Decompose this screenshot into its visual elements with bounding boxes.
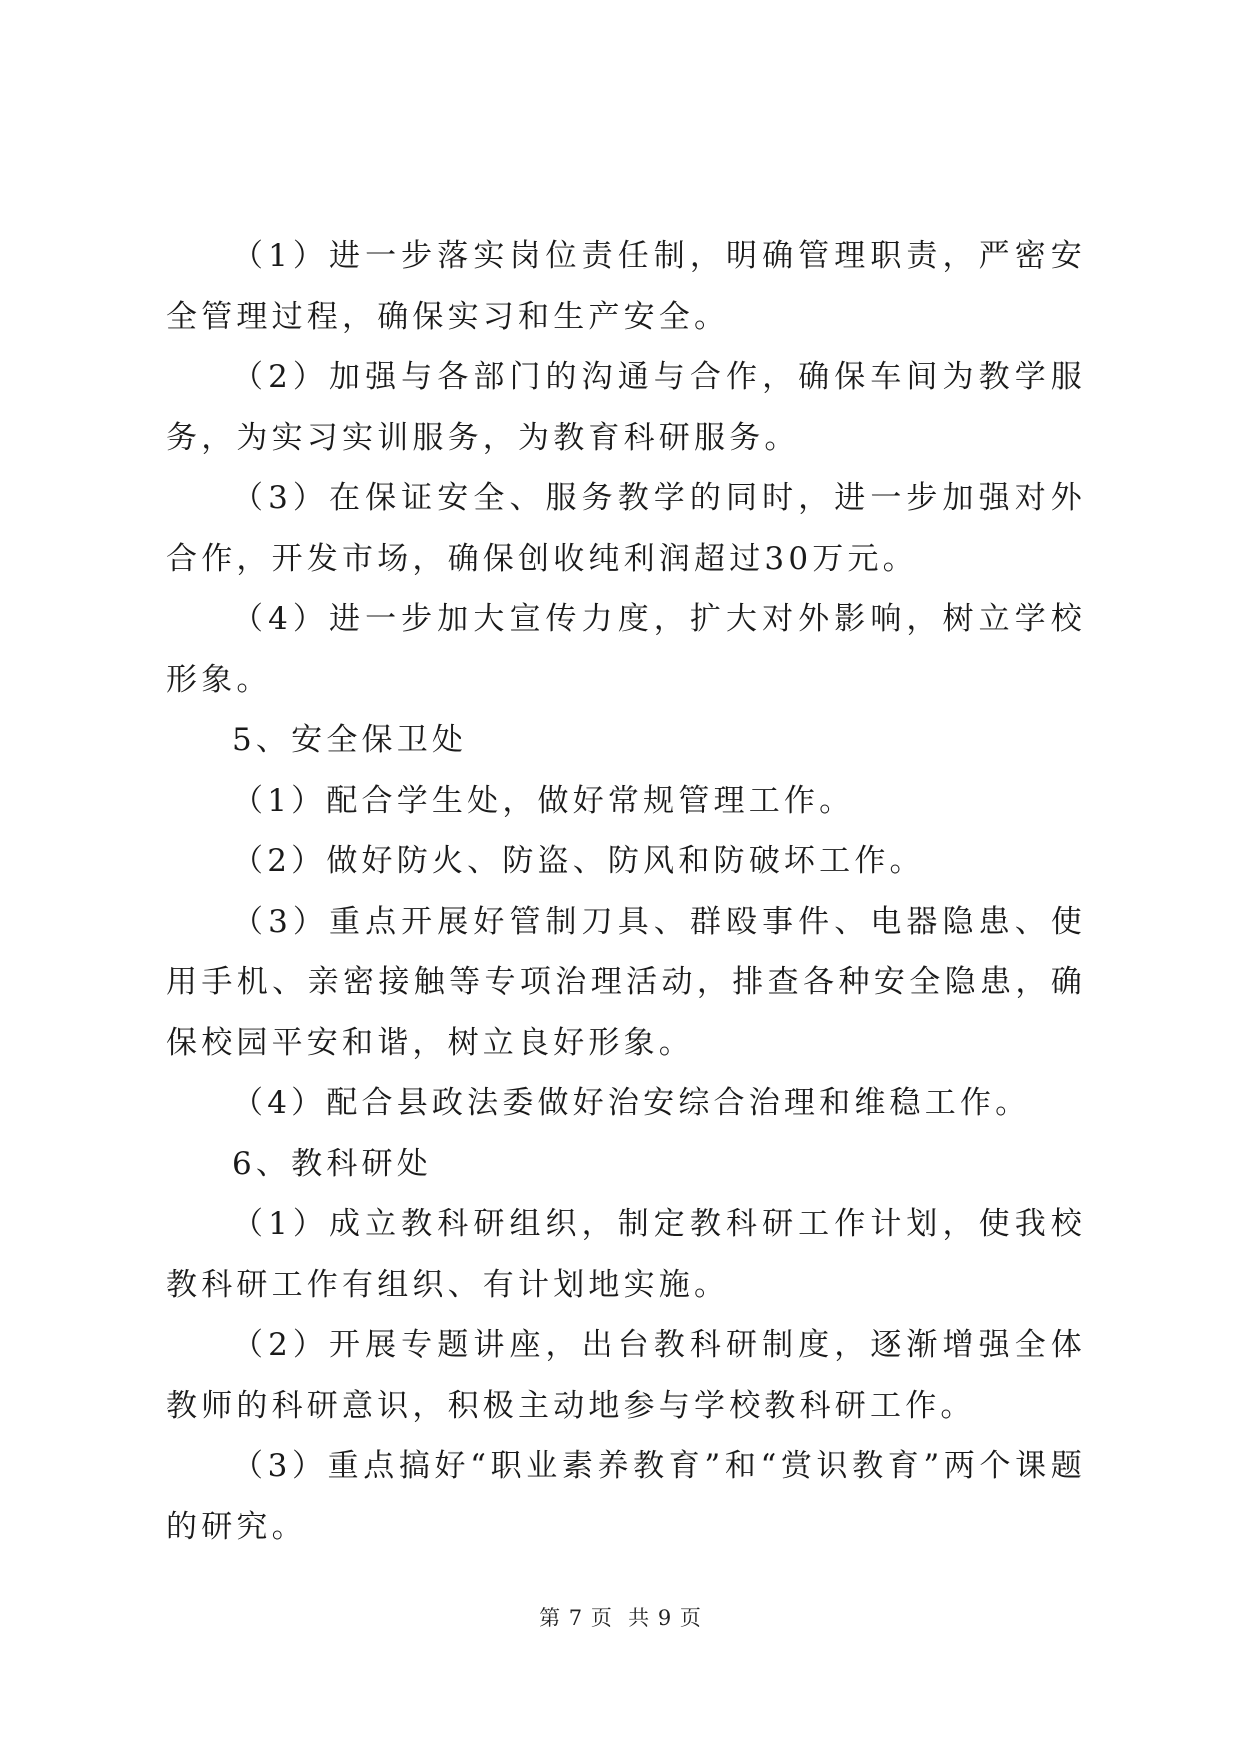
- paragraph: （1）成立教科研组织，制定教科研工作计划，使我校教科研工作有组织、有计划地实施。: [166, 1206, 1086, 1303]
- paragraph: （3）在保证安全、服务教学的同时，进一步加强对外合作，开发市场，确保创收纯利润超过30万元。: [166, 480, 1086, 577]
- paragraph: （3）重点搞好“职业素养教育”和“赏识教育”两个课题的研究。: [166, 1448, 1086, 1545]
- page-footer: [0, 1602, 1241, 1632]
- paragraph: （4）进一步加大宣传力度，扩大对外影响，树立学校形象。: [166, 601, 1086, 698]
- paragraph: （3）重点开展好管制刀具、群殴事件、电器隐患、使用手机、亲密接触等专项治理活动，排查各种安全隐患，确保校园平安和谐，树立良好形象。: [166, 903, 1086, 1061]
- section-heading: 6、教科研处: [232, 1145, 432, 1182]
- paragraph: （2）加强与各部门的沟通与合作，确保车间为教学服务，为实习实训服务，为教育科研服务。: [166, 359, 1086, 456]
- document-body: [166, 226, 1086, 1557]
- paragraph: （1）进一步落实岗位责任制，明确管理职责，严密安全管理过程，确保实习和生产安全。: [166, 238, 1086, 335]
- page-number-label: 第 7 页 共 9 页: [539, 1606, 702, 1630]
- section-heading: 5、安全保卫处: [232, 722, 468, 758]
- paragraph: （2）做好防火、防盗、防风和防破坏工作。: [232, 843, 925, 879]
- paragraph: （4）配合县政法委做好治安综合治理和维稳工作。: [232, 1085, 1031, 1121]
- paragraph: （1）配合学生处，做好常规管理工作。: [232, 782, 855, 819]
- paragraph: （2）开展专题讲座，出台教科研制度，逐渐增强全体教师的科研意识，积极主动地参与学校教科研工作。: [166, 1327, 1086, 1424]
